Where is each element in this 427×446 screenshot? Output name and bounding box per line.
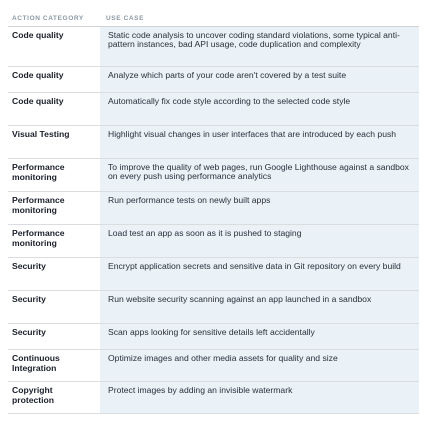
category-cell: Performance monitoring	[12, 228, 65, 248]
table-row	[8, 382, 419, 414]
table-row	[8, 291, 419, 324]
table-row	[8, 258, 419, 291]
table-row	[8, 126, 419, 159]
use-case-cell: To improve the quality of web pages, run Google Lighthouse against a sandbox on every push using performance analytics	[100, 159, 419, 191]
header-use-case-label: USE CASE	[106, 15, 145, 22]
category-cell: Performance monitoring	[12, 195, 65, 215]
table-row	[8, 159, 419, 192]
table-row	[8, 225, 419, 258]
table-row	[8, 93, 419, 126]
category-cell: Code quality	[12, 30, 64, 40]
use-case-cell: Optimize images and other media assets for quality and size	[100, 350, 419, 381]
table-header	[8, 6, 419, 27]
use-case-cell: Automatically fix code style according to the selected code style	[100, 93, 419, 125]
category-cell: Visual Testing	[12, 129, 70, 139]
use-case-cell: Encrypt application secrets and sensitive data in Git repository on every build	[100, 258, 419, 290]
use-case-cell: Static code analysis to uncover coding standard violations, some typical anti-pattern instances, bad API usage, code duplication and complexity	[100, 27, 419, 66]
table-row	[8, 192, 419, 225]
use-case-cell: Scan apps looking for sensitive details left accidentally	[100, 324, 419, 349]
category-cell: Security	[12, 261, 46, 271]
table-row	[8, 324, 419, 350]
use-case-cell: Highlight visual changes in user interfaces that are introduced by each push	[100, 126, 419, 158]
category-cell: Code quality	[12, 70, 64, 80]
use-case-cell: Protect images by adding an invisible watermark	[100, 382, 419, 413]
table-row	[8, 67, 419, 93]
header-cell-use-case	[100, 7, 144, 25]
category-cell: Continuous Integration	[12, 353, 60, 373]
use-case-cell: Run performance tests on newly built apps	[100, 192, 419, 224]
category-cell: Security	[12, 294, 46, 304]
use-case-cell: Run website security scanning against an app launched in a sandbox	[100, 291, 419, 323]
category-cell: Copyright protection	[12, 385, 55, 405]
use-case-cell: Load test an app as soon as it is pushed to staging	[100, 225, 419, 257]
category-cell: Security	[12, 327, 46, 337]
action-use-case-table	[8, 6, 419, 414]
category-cell: Code quality	[12, 96, 64, 106]
header-category-label: ACTION CATEGORY	[12, 15, 84, 22]
table-row	[8, 350, 419, 382]
table-row	[8, 27, 419, 67]
header-cell-category	[8, 7, 100, 25]
use-case-cell: Analyze which parts of your code aren't covered by a test suite	[100, 67, 419, 92]
category-cell: Performance monitoring	[12, 162, 65, 182]
